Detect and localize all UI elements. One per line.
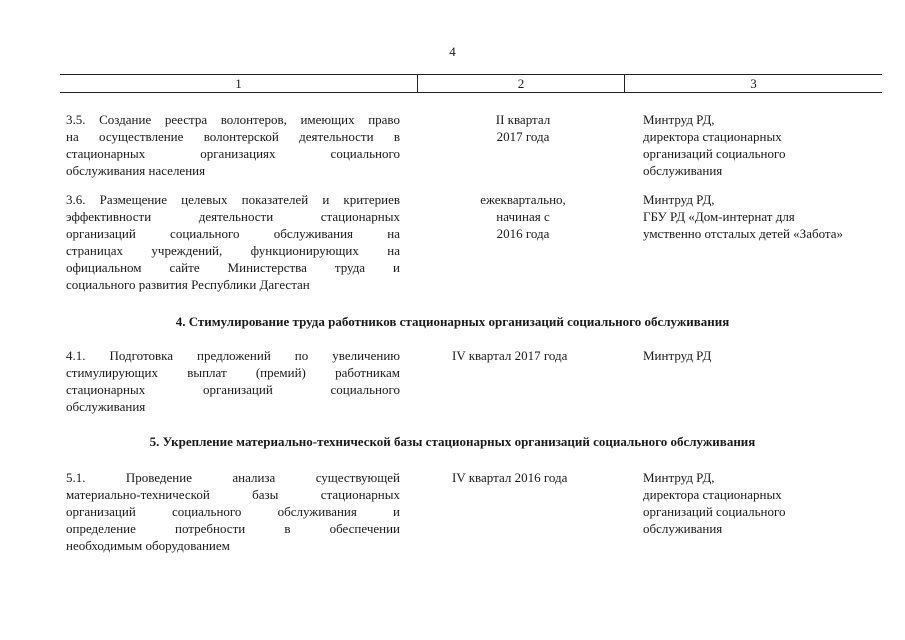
text-line: IV квартал 2017 года: [452, 348, 568, 363]
text-line: Минтруд РД,: [643, 470, 715, 485]
row-3-5-activity: [66, 111, 400, 179]
text-line: директора стационарных: [643, 129, 782, 144]
text-line: II квартал: [495, 112, 551, 127]
row-3-6-deadline: [418, 191, 628, 242]
row-3-6-responsible: [643, 191, 888, 242]
text-line: обслуживания: [643, 163, 723, 178]
row-5-1-deadline: [452, 469, 642, 486]
text-line: 3.6. Размещение целевых показателей и критериев: [66, 192, 400, 207]
text-line: 3.5. Создание реестра волонтеров, имеющих право: [66, 112, 400, 127]
text-line: обслуживания населения: [66, 163, 206, 178]
text-line: Минтруд РД,: [643, 112, 715, 127]
text-line: необходимым оборудованием: [66, 538, 230, 553]
text-line: 2017 года: [496, 129, 550, 144]
page-number: 4: [449, 44, 456, 59]
text-line: IV квартал 2016 года: [452, 470, 568, 485]
section-4-heading: 4. Стимулирование труда работников стационарных организаций социального обслуживания: [175, 314, 730, 329]
row-4-1-deadline: [452, 347, 642, 364]
text-line: обслуживания: [66, 399, 146, 414]
text-line: официальном сайте Министерства труда и: [66, 260, 400, 275]
text-line: организаций социального обслуживания на: [66, 226, 400, 241]
text-line: 5.1. Проведение анализа существующей: [66, 470, 400, 485]
row-3-5-responsible: [643, 111, 888, 179]
text-line: страницах учреждений, функционирующих на: [66, 243, 400, 258]
text-line: определение потребности в обеспечении: [66, 521, 400, 536]
text-line: стимулирующих выплат (премий) работникам: [66, 365, 400, 380]
table-header-row: [60, 74, 882, 93]
row-5-1-activity: [66, 469, 400, 554]
header-col-2: 2: [517, 76, 525, 91]
text-line: Минтруд РД: [643, 348, 712, 363]
row-5-1-responsible: [643, 469, 888, 537]
text-line: 4.1. Подготовка предложений по увеличению: [66, 348, 400, 363]
text-line: Минтруд РД,: [643, 192, 715, 207]
text-line: эффективности деятельности стационарных: [66, 209, 400, 224]
text-line: стационарных организациях социального: [66, 146, 400, 161]
text-line: материально-технической базы стационарных: [66, 487, 400, 502]
text-line: на осуществление волонтерской деятельности в: [66, 129, 400, 144]
text-line: организаций социального: [643, 504, 786, 519]
text-line: ГБУ РД «Дом-интернат для: [643, 209, 795, 224]
row-4-1-activity: [66, 347, 400, 415]
text-line: умственно отсталых детей «Забота»: [643, 226, 844, 241]
text-line: директора стационарных: [643, 487, 782, 502]
section-5-heading: 5. Укрепление материально-технической базы стационарных организаций социального обслуживания: [149, 434, 756, 449]
row-3-5-deadline: [418, 111, 628, 145]
row-4-1-responsible: [643, 347, 888, 364]
text-line: организаций социального обслуживания и: [66, 504, 400, 519]
text-line: социального развития Республики Дагестан: [66, 277, 310, 292]
text-line: начиная с: [496, 209, 550, 224]
text-line: обслуживания: [643, 521, 723, 536]
header-col-3: 3: [750, 76, 757, 91]
header-col-1: 1: [235, 76, 242, 91]
text-line: 2016 года: [496, 226, 550, 241]
row-3-6-activity: [66, 191, 400, 293]
text-line: организаций социального: [643, 146, 786, 161]
text-line: ежеквартально,: [480, 192, 566, 207]
text-line: стационарных организаций социального: [66, 382, 400, 397]
